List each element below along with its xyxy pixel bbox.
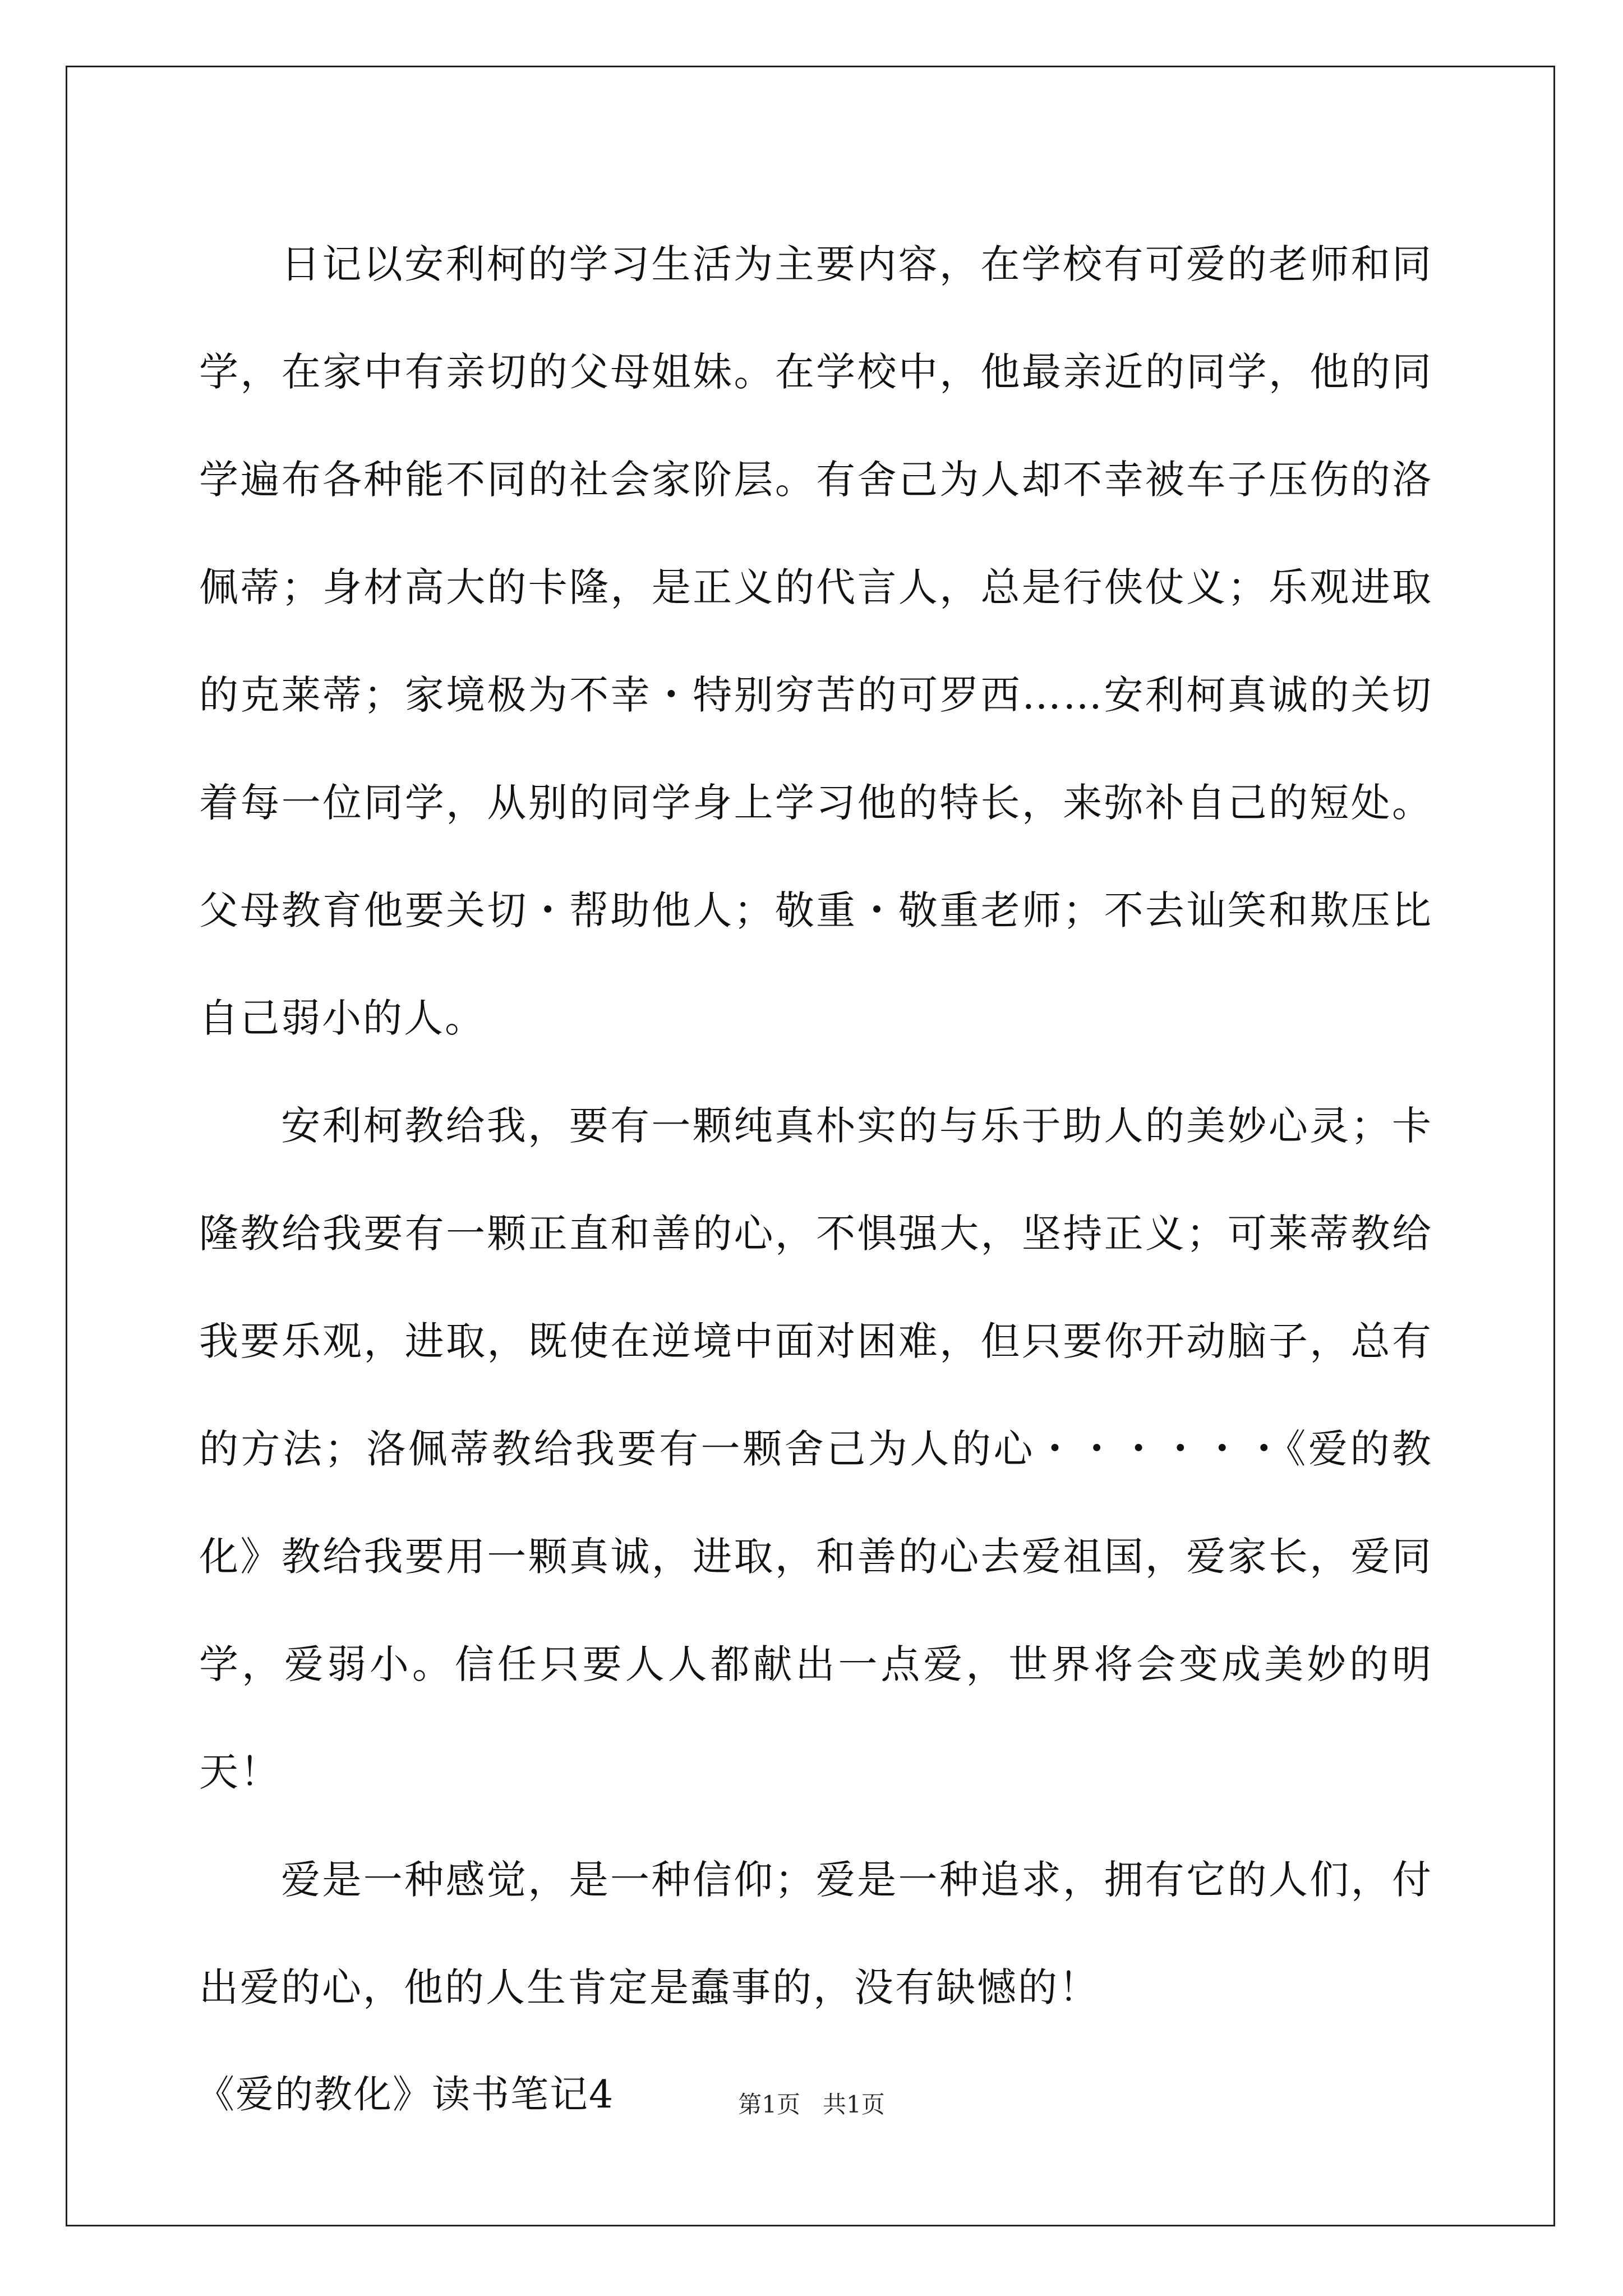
page-number: 第1页 xyxy=(738,2091,800,2118)
paragraph-2: 安利柯教给我，要有一颗纯真朴实的与乐于助人的美妙心灵；卡隆教给我要有一颗正直和善的心，不惧强大，坚持正义；可莱蒂教给我要乐观，进取，既使在逆境中面对困难，但只要你开动脑子，总有的方法；洛佩蒂教给我要有一颗舍己为人的心・・・・・・《爱的教化》教给我要用一颗真诚，进取，和善的心去爱祖国，爱家长，爱同学，爱弱小。信任只要人人都献出一点爱，世界将会变成美妙的明天！ xyxy=(199,1103,1433,1795)
document-body xyxy=(196,210,1433,2149)
paragraph-1: 日记以安利柯的学习生活为主要内容，在学校有可爱的老师和同学，在家中有亲切的父母姐妹。在学校中，他最亲近的同学，他的同学遍布各种能不同的社会家阶层。有舍己为人却不幸被车子压伤的洛佩蒂；身材高大的卡隆，是正义的代言人，总是行侠仗义；乐观进取的克莱蒂；家境极为不幸・特别穷苦的可罗西……安利柯真诚的关切着每一位同学，从别的同学身上学习他的特长，来弥补自己的短处。父母教育他要关切・帮助他人；敬重・敬重老师；不去讪笑和欺压比自己弱小的人。 xyxy=(199,241,1433,1041)
section-heading: 《爱的教化》读书笔记4 xyxy=(196,2073,615,2117)
page-footer xyxy=(0,2088,1623,2122)
paragraph-3: 爱是一种感觉，是一种信仰；爱是一种追求，拥有它的人们，付出爱的心，他的人生肯定是蠢事的，没有缺憾的！ xyxy=(199,1857,1433,2010)
page-total: 共1页 xyxy=(823,2091,885,2118)
